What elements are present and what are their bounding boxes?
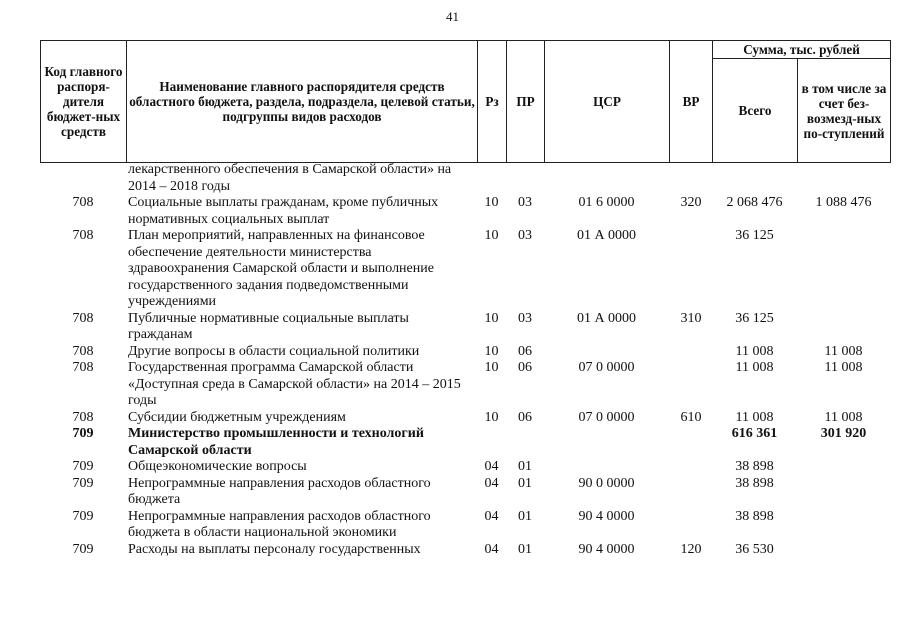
row-csr: 07 0 0000	[578, 360, 635, 375]
row-code: 708	[72, 310, 94, 326]
row-name: Расходы на выплаты персоналу государственных	[128, 541, 421, 557]
row-rz: 10	[484, 195, 499, 210]
row-code: 708	[72, 195, 94, 210]
table-row	[40, 162, 890, 195]
row-rz: 04	[484, 475, 499, 491]
row-csr: 90 0 0000	[578, 475, 635, 491]
row-code: 709	[72, 459, 94, 474]
row-code: 708	[72, 228, 94, 243]
row-total: 36 530	[735, 541, 774, 557]
row-total: 38 898	[735, 459, 774, 474]
row-csr: 01 А 0000	[576, 310, 637, 326]
table-row	[40, 476, 890, 509]
row-total: 11 008	[735, 360, 774, 375]
row-name: Субсидии бюджетным учреждениям	[128, 409, 346, 425]
row-code: 709	[72, 475, 94, 491]
row-rz: 10	[484, 409, 499, 425]
row-pr: 03	[518, 310, 532, 326]
table-row	[40, 311, 890, 344]
header-code: Код главного распоря-дителя бюджет-ных средств	[41, 41, 127, 163]
row-rz: 10	[484, 310, 499, 326]
row-pr: 01	[518, 475, 532, 491]
row-pr: 06	[518, 409, 532, 425]
header-pr: ПР	[507, 41, 545, 163]
row-total: 36 125	[735, 228, 774, 243]
row-rz: 04	[484, 459, 499, 474]
row-code: 708	[72, 343, 94, 359]
row-rz: 04	[484, 508, 499, 524]
row-csr: 01 6 0000	[578, 195, 635, 210]
row-pr: 03	[518, 228, 532, 243]
row-total: 11 008	[735, 409, 774, 425]
row-total: 36 125	[735, 310, 774, 326]
table-row	[40, 344, 890, 361]
page-number: 41	[446, 9, 459, 24]
header-name: Наименование главного распорядителя средств областного бюджета, раздела, подраздела, целевой статьи, подгруппы видов расходов	[127, 41, 478, 163]
table-row	[40, 228, 890, 311]
row-free: 11 008	[824, 409, 863, 425]
row-name: Непрограммные направления расходов областного бюджета в области национальной экономики	[128, 508, 431, 540]
header-free: в том числе за счет без-возмезд-ных по-ступлений	[798, 59, 891, 163]
row-rz: 10	[484, 228, 499, 243]
row-total: 38 898	[735, 475, 774, 491]
row-pr: 01	[518, 541, 532, 557]
table-row	[40, 542, 890, 559]
table-row	[40, 509, 890, 542]
table-row	[40, 195, 890, 228]
row-rz: 10	[484, 343, 499, 359]
table-row	[40, 360, 890, 410]
row-free: 11 008	[824, 360, 863, 375]
row-csr: 07 0 0000	[578, 409, 635, 425]
row-total: 11 008	[735, 343, 774, 359]
row-pr: 01	[518, 459, 532, 474]
table-header	[40, 40, 891, 163]
table-row	[40, 426, 890, 459]
row-csr: 90 4 0000	[578, 508, 635, 524]
table-body	[40, 162, 890, 558]
row-pr: 03	[518, 195, 532, 210]
row-name: Государственная программа Самарской области «Доступная среда в Самарской области» на 2014 – 2015 годы	[128, 360, 461, 408]
header-rz: Рз	[478, 41, 507, 163]
row-pr: 01	[518, 508, 532, 524]
row-total: 38 898	[735, 508, 774, 524]
row-name: Министерство промышленности и технологий Самарской области	[128, 426, 424, 458]
row-total: 2 068 476	[726, 195, 783, 210]
row-name: Общеэкономические вопросы	[128, 459, 307, 474]
row-free: 11 008	[824, 343, 863, 359]
row-code: 708	[72, 360, 94, 375]
row-vr: 610	[680, 409, 702, 425]
row-total: 616 361	[731, 426, 778, 441]
row-vr: 120	[680, 541, 702, 557]
row-name: лекарственного обеспечения в Самарской области» на 2014 – 2018 годы	[128, 162, 452, 194]
header-total: Всего	[713, 59, 798, 163]
table-row	[40, 459, 890, 476]
row-code: 709	[72, 541, 94, 557]
row-code: 709	[72, 426, 94, 441]
row-rz: 10	[484, 360, 499, 375]
row-free: 301 920	[820, 426, 867, 441]
row-name: Социальные выплаты гражданам, кроме публичных нормативных социальных выплат	[128, 195, 439, 227]
row-csr: 01 А 0000	[576, 228, 637, 243]
header-csr: ЦСР	[545, 41, 670, 163]
row-name: План мероприятий, направленных на финансовое обеспечение деятельности министерства здравоохранения Самарской области и выполнение государственного задания подведомственными учреждениями	[128, 228, 434, 309]
header-sum: Сумма, тыс. рублей	[713, 41, 891, 59]
row-rz: 04	[484, 541, 499, 557]
row-vr: 320	[680, 195, 702, 210]
row-vr: 310	[680, 310, 702, 326]
row-csr: 90 4 0000	[578, 541, 635, 557]
row-code: 709	[72, 508, 94, 524]
row-name: Непрограммные направления расходов областного бюджета	[128, 475, 431, 507]
header-vr: ВР	[670, 41, 713, 163]
row-name: Другие вопросы в области социальной политики	[128, 343, 420, 359]
row-free: 1 088 476	[815, 195, 872, 210]
row-name: Публичные нормативные социальные выплаты гражданам	[128, 310, 409, 342]
table-row	[40, 410, 890, 427]
row-pr: 06	[518, 360, 532, 375]
row-pr: 06	[518, 343, 532, 359]
row-code: 708	[72, 409, 94, 425]
